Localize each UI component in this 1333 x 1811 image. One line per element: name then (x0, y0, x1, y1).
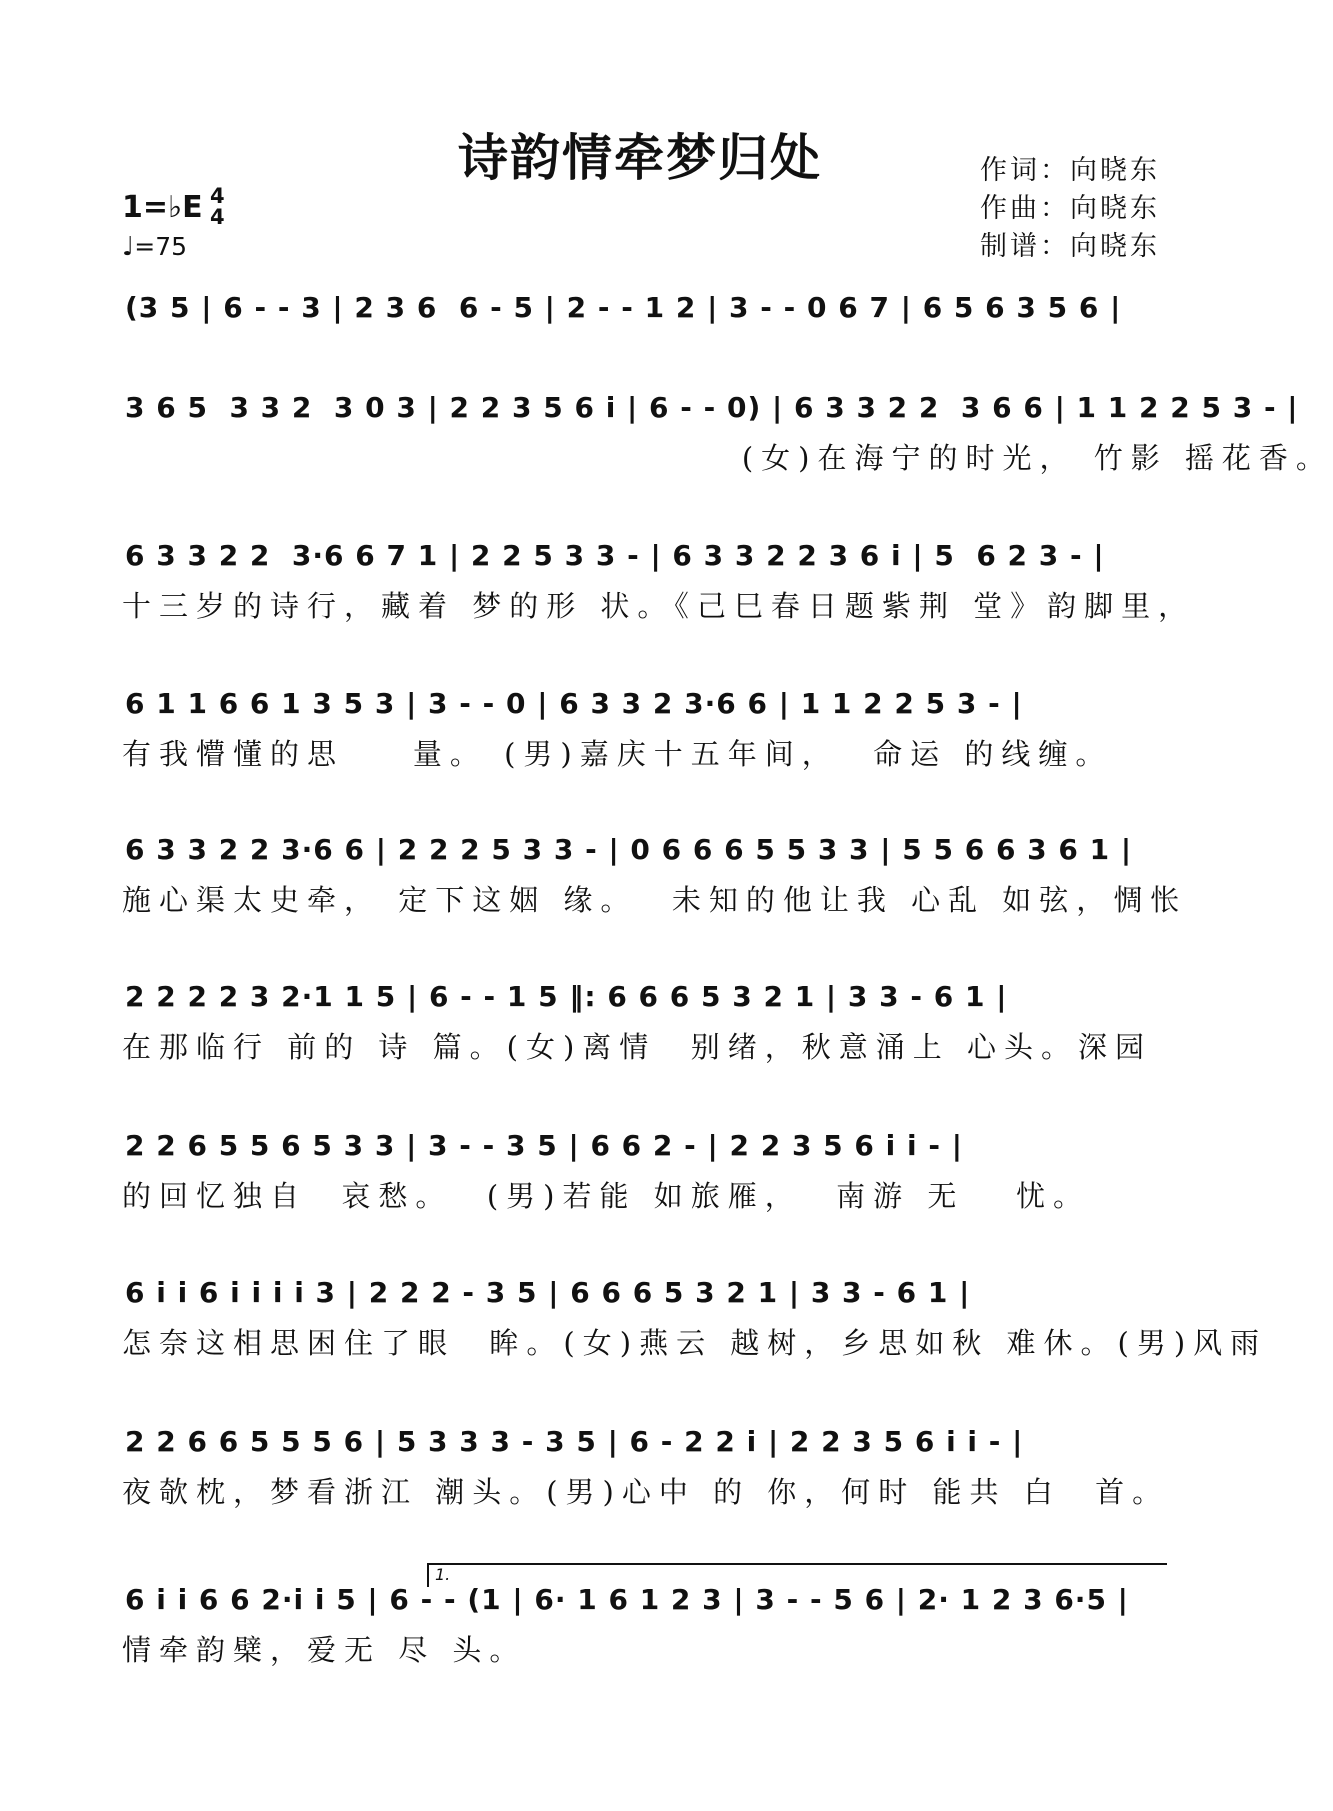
song-title: 诗韵情牵梦归处 (458, 129, 822, 187)
notation-line: 2 2 6 6 5 5 5 6 | 5 3 3 3 - 3 5 | 6 - 2 2 i | 2 2 3 5 6 i i - | (125, 1425, 1024, 1458)
quarter-note-icon: ♩ (122, 232, 135, 262)
lyrics-line: 有我懵懂的思 量。 (男)嘉庆十五年间， 命运 的线缠。 (122, 737, 1113, 771)
lyrics-line: 情牵韵檗，爱无 尽 头。 (122, 1633, 527, 1667)
lyrics-line: 十三岁的诗行，藏着 梦的形 状。《己巳春日题紫荆 堂》韵脚里， (122, 589, 1196, 623)
time-signature (210, 186, 225, 228)
notation-line: 6 1 1 6 6 1 3 5 3 | 3 - - 0 | 6 3 3 2 3·6 6 | 1 1 2 2 5 3 - | (125, 687, 1023, 720)
volta-label: 1. (435, 1565, 451, 1584)
key-signature: 1=♭E (122, 190, 203, 225)
time-signature-bottom: 4 (210, 205, 225, 229)
lyrics-line: 怎奈这相思困住了眼 眸。(女)燕云 越树，乡思如秋 难休。(男)风雨 (122, 1326, 1268, 1360)
composer-credit: 作曲：向晓东 (980, 193, 1160, 224)
lyrics-line (122, 338, 1167, 382)
notation-line: 2 2 2 2 3 2·1 1 5 | 6 - - 1 5 ‖: 6 6 6 5 3 2 1 | 3 3 - 6 1 | (125, 980, 1008, 1013)
notation-line: 2 2 6 5 5 6 5 3 3 | 3 - - 3 5 | 6 6 2 - | 2 2 3 5 6 i i - | (125, 1129, 963, 1162)
tempo-marking (122, 232, 187, 262)
lyrics-line: 在那临行 前的 诗 篇。(女)离情 别绪，秋意涌上 心头。深园 (122, 1030, 1152, 1064)
notation-line: 6 i i 6 i i i i 3 | 2 2 2 - 3 5 | 6 6 6 5 3 2 1 | 3 3 - 6 1 | (125, 1276, 971, 1309)
lyrics-line: (女)在海宁的时光， 竹影 摇花香。 (122, 441, 1333, 475)
time-signature-top: 4 (210, 184, 225, 208)
tempo-value: =75 (134, 232, 188, 261)
notation-line: 6 3 3 2 2 3·6 6 | 2 2 2 5 3 3 - | 0 6 6 6 5 5 3 3 | 5 5 6 6 3 6 1 | (125, 833, 1133, 866)
lyrics-line: 的回忆独自 哀愁。 (男)若能 如旅雁， 南游 无 忧。 (122, 1179, 1091, 1213)
credits (980, 152, 1160, 266)
notation-line: 6 i i 6 6 2·i i 5 | 6 - - (1 | 6· 1 6 1 2 3 | 3 - - 5 6 | 2· 1 2 3 6·5 | (125, 1583, 1129, 1616)
lyricist-credit: 作词：向晓东 (980, 155, 1160, 186)
notation-credit: 制谱：向晓东 (980, 231, 1160, 262)
notation-line: 6 3 3 2 2 3·6 6 7 1 | 2 2 5 3 3 - | 6 3 3 2 2 3 6 i | 5 6 2 3 - | (125, 539, 1105, 572)
notation-line: 3 6 5 3 3 2 3 0 3 | 2 2 3 5 6 i | 6 - - 0) | 6 3 3 2 2 3 6 6 | 1 1 2 2 5 3 - | (125, 391, 1299, 424)
lyrics-line: 施心渠太史牵， 定下这姻 缘。 未知的他让我 心乱 如弦，惆怅 (122, 883, 1188, 917)
notation-line: (3 5 | 6 - - 3 | 2 3 6 6 - 5 | 2 - - 1 2 | 3 - - 0 6 7 | 6 5 6 3 5 6 | (125, 291, 1122, 324)
lyrics-line: 夜欹枕，梦看浙江 潮头。(男)心中 的 你，何时 能共 白 首。 (122, 1475, 1170, 1509)
